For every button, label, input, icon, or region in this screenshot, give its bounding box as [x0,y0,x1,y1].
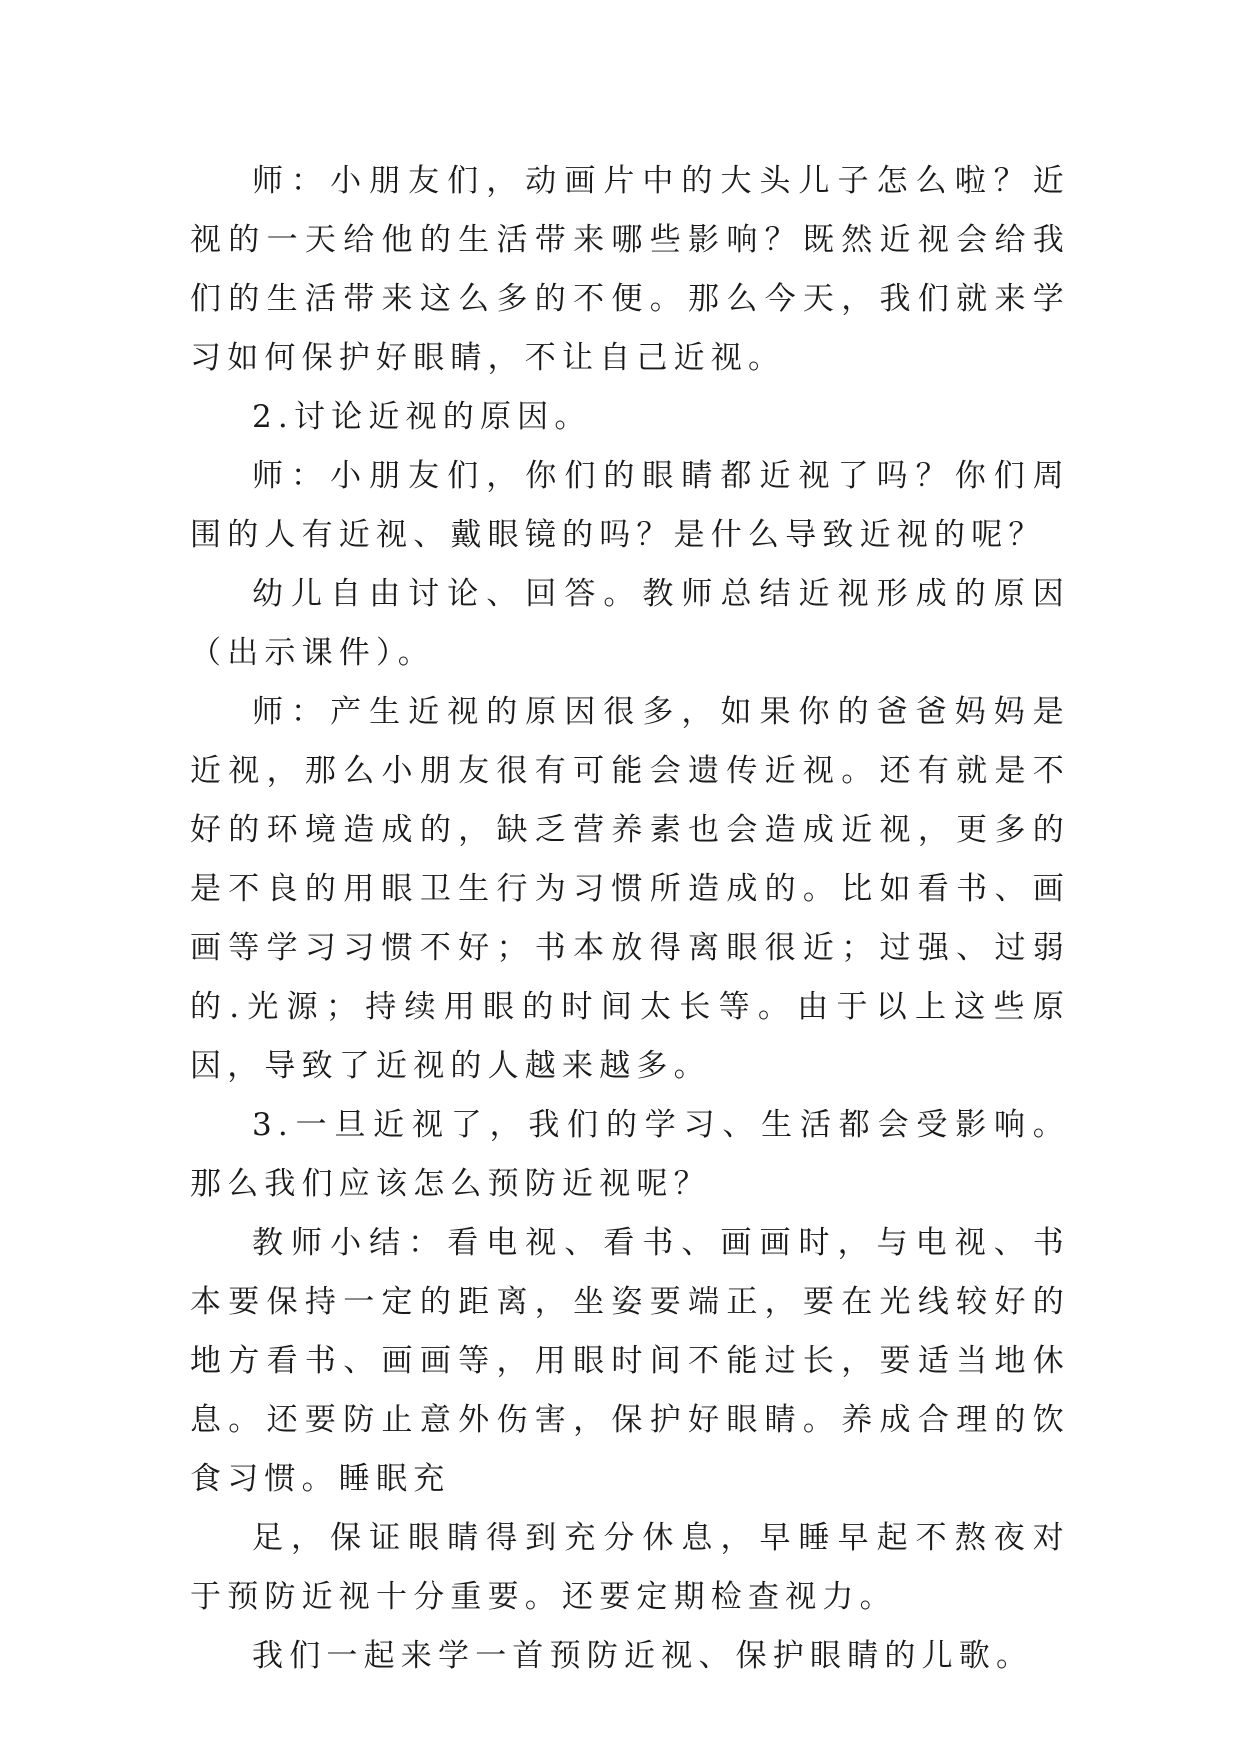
paragraph-teacher-summary: 教师小结：看电视、看书、画画时，与电视、书本要保持一定的距离，坐姿要端正，要在光线较好的地方看书、画画等，用眼时间不能过长，要适当地休息。还要防止意外伤害，保护好眼睛。养成合理的饮食习惯。睡眠充 [190,1225,1070,1497]
paragraph-nursery-rhyme-intro: 我们一起来学一首预防近视、保护眼睛的儿歌。 [252,1638,1034,1674]
document-body [190,152,1070,1686]
paragraph-teacher-intro: 师：小朋友们，动画片中的大头儿子怎么啦？近视的一天给他的生活带来哪些影响？既然近视会给我们的生活带来这么多的不便。那么今天，我们就来学习如何保护好眼睛，不让自己近视。 [190,163,1070,376]
paragraph-children-discussion: 幼儿自由讨论、回答。教师总结近视形成的原因（出示课件）。 [190,576,1070,671]
paragraph-step-3-prevention: 3.一旦近视了，我们的学习、生活都会受影响。那么我们应该怎么预防近视呢？ [190,1107,1070,1202]
paragraph-step-2-heading: 2.讨论近视的原因。 [252,399,592,435]
paragraph-teacher-causes: 师：产生近视的原因很多，如果你的爸爸妈妈是近视，那么小朋友很有可能会遗传近视。还有就是不好的环境造成的，缺乏营养素也会造成近视，更多的是不良的用眼卫生行为习惯所造成的。比如看书、画画等学习习惯不好；书本放得离眼很近；过强、过弱的.光源；持续用眼的时间太长等。由于以上这些原因，导致了近视的人越来越多。 [190,694,1070,1084]
paragraph-teacher-question: 师：小朋友们，你们的眼睛都近视了吗？你们周围的人有近视、戴眼镜的吗？是什么导致近视的呢？ [190,458,1070,553]
paragraph-summary-continued: 足，保证眼睛得到充分休息，早睡早起不熬夜对于预防近视十分重要。还要定期检查视力。 [190,1520,1070,1615]
